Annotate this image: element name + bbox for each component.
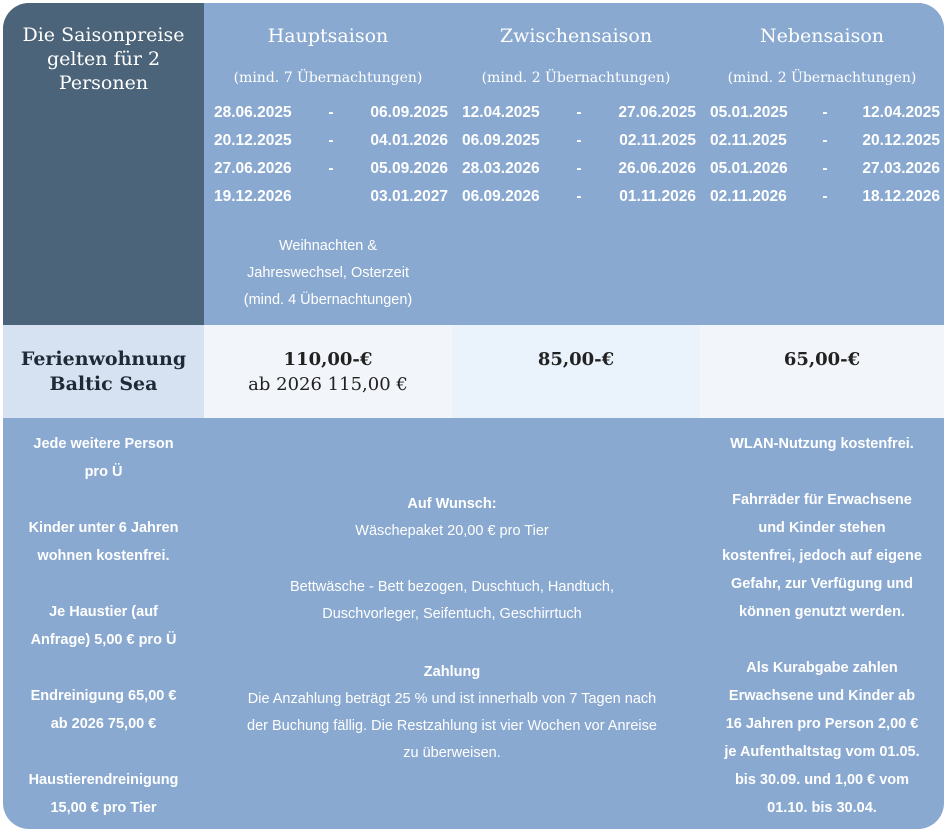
season-min-nights: (mind. 2 Übernachtungen) bbox=[481, 70, 671, 86]
date-separator: - bbox=[576, 160, 582, 177]
service-info bbox=[204, 418, 700, 829]
date-separator: - bbox=[576, 132, 582, 149]
date-separator: - bbox=[822, 160, 828, 177]
date-range-row bbox=[710, 160, 940, 188]
date-from: 27.06.2026 bbox=[214, 160, 292, 177]
info-line: können genutzt werden. bbox=[739, 604, 905, 620]
bettwaesche-line: Duschvorleger, Seifentuch, Geschirrtuch bbox=[322, 606, 582, 622]
date-separator: - bbox=[822, 104, 828, 121]
wunsch-title: Auf Wunsch: bbox=[407, 496, 497, 512]
season-title: Nebensaison bbox=[759, 25, 885, 47]
price-table bbox=[3, 3, 944, 829]
date-from: 06.09.2026 bbox=[462, 188, 540, 205]
date-ranges bbox=[214, 104, 448, 216]
info-line: bis 30.09. und 1,00 € vom bbox=[734, 772, 910, 788]
info-line: Haustierendreinigung bbox=[28, 772, 179, 788]
date-range-row bbox=[462, 188, 696, 216]
extra-costs bbox=[3, 418, 204, 829]
date-from: 12.04.2025 bbox=[462, 104, 540, 121]
price-value: 110,00-€ bbox=[283, 349, 373, 370]
info-line: Anfrage) 5,00 € pro Ü bbox=[30, 632, 177, 648]
note-line: Jahreswechsel, Osterzeit bbox=[247, 265, 409, 281]
info-line: Erwachsene und Kinder ab bbox=[728, 688, 916, 704]
date-ranges bbox=[710, 104, 940, 216]
date-from: 19.12.2026 bbox=[214, 188, 292, 205]
info-line: Jede weitere Person bbox=[33, 436, 174, 452]
column-nebensaison bbox=[700, 3, 944, 325]
info-gap bbox=[3, 486, 204, 514]
info-line: ab 2026 75,00 € bbox=[50, 716, 157, 732]
info-line: Je Haustier (auf bbox=[49, 604, 158, 620]
info-line: Endreinigung 65,00 € bbox=[30, 688, 177, 704]
date-to: 05.09.2026 bbox=[370, 160, 448, 177]
date-range-row bbox=[462, 160, 696, 188]
column-zwischensaison bbox=[452, 3, 700, 325]
info-line: Kinder unter 6 Jahren bbox=[28, 520, 179, 536]
info-gap bbox=[3, 738, 204, 766]
apartment-name bbox=[3, 325, 204, 418]
price-hauptsaison bbox=[204, 325, 452, 418]
season-min-nights: (mind. 7 Übernachtungen) bbox=[233, 70, 423, 86]
info-line: 16 Jahren pro Person 2,00 € bbox=[725, 716, 919, 732]
column-hauptsaison bbox=[204, 3, 452, 325]
apartment-name-line: Ferienwohnung bbox=[20, 348, 187, 370]
date-range-row bbox=[462, 132, 696, 160]
date-range-row bbox=[710, 104, 940, 132]
date-to: 02.11.2025 bbox=[619, 132, 696, 149]
date-separator: - bbox=[328, 104, 334, 121]
date-from: 05.01.2026 bbox=[710, 160, 788, 177]
date-to: 18.12.2026 bbox=[862, 188, 940, 205]
info-line: 15,00 € pro Tier bbox=[50, 800, 157, 816]
info-line: kostenfrei, jedoch auf eigene bbox=[722, 548, 922, 564]
info-line: Fahrräder für Erwachsene bbox=[732, 492, 912, 508]
date-to: 03.01.2027 bbox=[370, 188, 448, 205]
wunsch-text: Wäschepaket 20,00 € pro Tier bbox=[355, 523, 549, 539]
note-line: Weihnachten & bbox=[278, 238, 378, 254]
zahlung-line: Die Anzahlung beträgt 25 % und ist innerhalb von 7 Tagen nach bbox=[247, 691, 657, 707]
info-line: 01.10. bis 30.04. bbox=[767, 800, 877, 816]
date-from: 05.01.2025 bbox=[710, 104, 788, 121]
date-range-row bbox=[710, 132, 940, 160]
date-from: 06.09.2025 bbox=[462, 132, 540, 149]
date-separator: - bbox=[822, 132, 828, 149]
season-min-nights: (mind. 2 Übernachtungen) bbox=[727, 70, 917, 86]
amenities-info bbox=[700, 418, 944, 829]
price-zwischensaison: 85,00-€ bbox=[452, 325, 700, 418]
info-gap bbox=[700, 458, 944, 486]
note-line: (mind. 4 Übernachtungen) bbox=[243, 292, 413, 308]
header-line: Die Saisonpreise bbox=[22, 24, 185, 46]
apartment-name-line: Baltic Sea bbox=[49, 373, 158, 395]
price-nebensaison: 65,00-€ bbox=[700, 325, 944, 418]
season-title: Zwischensaison bbox=[499, 25, 653, 47]
info-line: und Kinder stehen bbox=[758, 520, 886, 536]
date-to: 20.12.2025 bbox=[862, 132, 940, 149]
season-note-header bbox=[3, 3, 204, 325]
header-line: gelten für 2 bbox=[46, 48, 161, 70]
date-ranges bbox=[462, 104, 696, 216]
info-line: je Aufenthaltstag vom 01.05. bbox=[724, 744, 920, 760]
info-gap bbox=[700, 626, 944, 654]
date-separator: - bbox=[328, 160, 334, 177]
date-range-row bbox=[214, 160, 448, 188]
date-to: 01.11.2026 bbox=[619, 188, 696, 205]
date-separator: - bbox=[576, 188, 582, 205]
header-line: Personen bbox=[58, 72, 149, 94]
date-from: 02.11.2026 bbox=[710, 188, 787, 205]
info-gap bbox=[3, 654, 204, 682]
date-from: 28.06.2025 bbox=[214, 104, 292, 121]
date-from: 02.11.2025 bbox=[710, 132, 787, 149]
date-to: 27.03.2026 bbox=[862, 160, 940, 177]
date-separator: - bbox=[822, 188, 828, 205]
date-range-row bbox=[214, 132, 448, 160]
date-to: 27.06.2025 bbox=[618, 104, 696, 121]
date-range-row bbox=[214, 104, 448, 132]
date-range-row bbox=[710, 188, 940, 216]
info-line: Als Kurabgabe zahlen bbox=[746, 660, 898, 676]
info-line: wohnen kostenfrei. bbox=[37, 548, 170, 564]
date-range-row bbox=[462, 104, 696, 132]
zahlung-line: zu überweisen. bbox=[403, 745, 501, 761]
zahlung-title: Zahlung bbox=[423, 664, 481, 680]
date-from: 28.03.2026 bbox=[462, 160, 540, 177]
date-separator: - bbox=[328, 132, 334, 149]
date-to: 26.06.2026 bbox=[618, 160, 696, 177]
date-to: 04.01.2026 bbox=[370, 132, 448, 149]
holiday-note bbox=[204, 233, 452, 314]
date-to: 06.09.2025 bbox=[370, 104, 448, 121]
date-separator: - bbox=[576, 104, 582, 121]
info-line: Gefahr, zur Verfügung und bbox=[730, 576, 914, 592]
zahlung-line: der Buchung fällig. Die Restzahlung ist vier Wochen vor Anreise bbox=[247, 718, 657, 734]
price-note: ab 2026 115,00 € bbox=[248, 374, 408, 395]
info-gap bbox=[3, 570, 204, 598]
date-from: 20.12.2025 bbox=[214, 132, 292, 149]
date-to: 12.04.2025 bbox=[862, 104, 940, 121]
info-line: WLAN-Nutzung kostenfrei. bbox=[730, 436, 914, 452]
info-line: pro Ü bbox=[84, 464, 123, 480]
bettwaesche-line: Bettwäsche - Bett bezogen, Duschtuch, Handtuch, bbox=[289, 579, 615, 595]
date-range-row bbox=[214, 188, 448, 216]
season-title: Hauptsaison bbox=[267, 25, 389, 47]
